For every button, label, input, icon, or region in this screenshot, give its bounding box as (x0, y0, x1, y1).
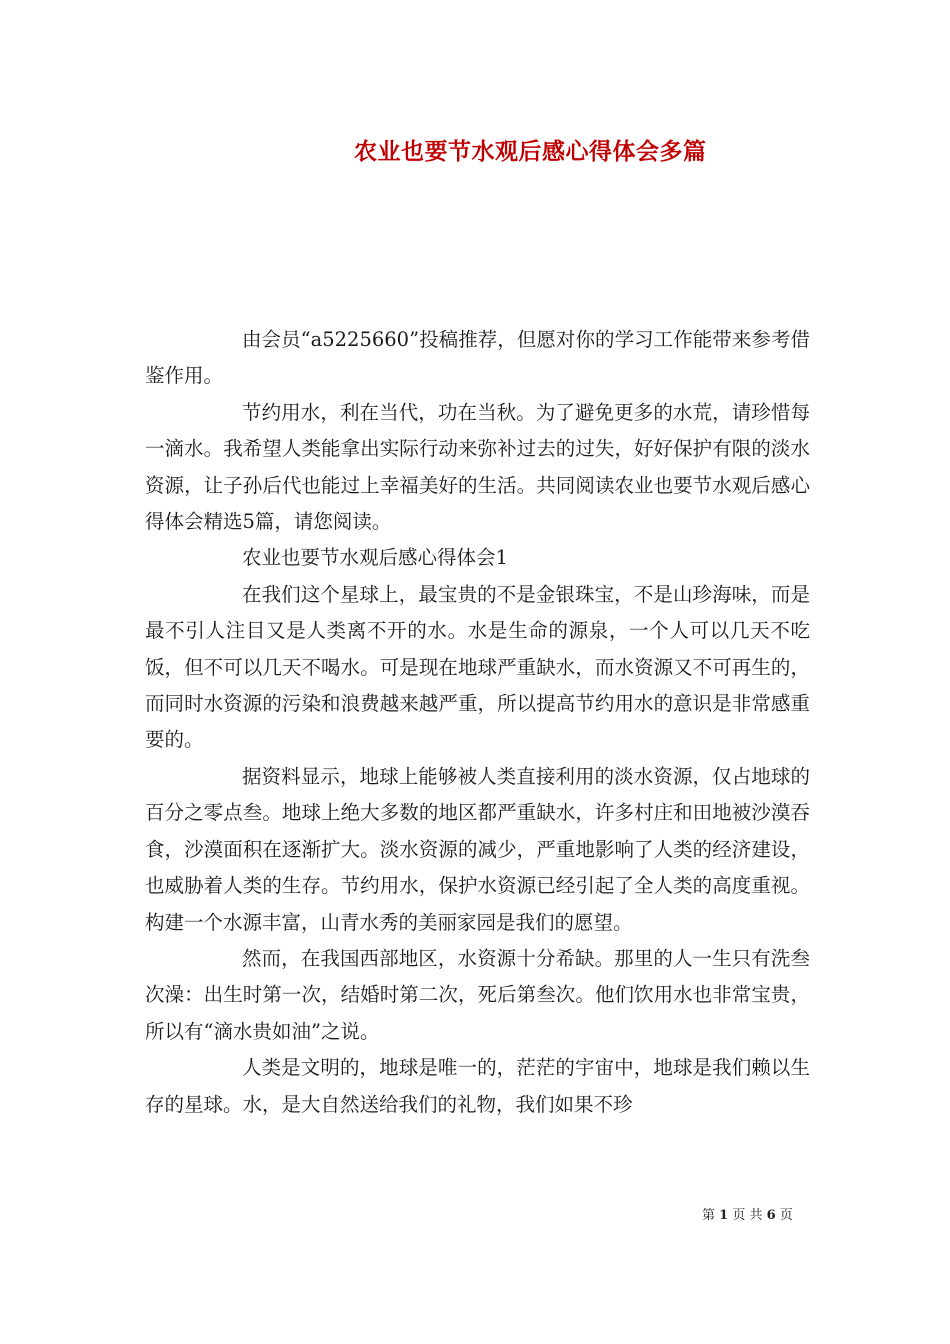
document-body (145, 322, 810, 1123)
footer-suffix: 页 (779, 1208, 793, 1223)
footer-middle: 页 共 (732, 1208, 763, 1223)
body-paragraph: 在我们这个星球上，最宝贵的不是金银珠宝，不是山珍海味，而是最不引人注目又是人类离不开的水。水是生命的源泉，一个人可以几天不吃饭，但不可以几天不喝水。可是现在地球严重缺水，而水资源又不可再生的，而同时水资源的污染和浪费越来越严重，所以提高节约用水的意识是非常感重要的。 (145, 582, 810, 752)
page-footer (702, 1204, 793, 1223)
footer-prefix: 第 (702, 1208, 716, 1223)
body-paragraph: 然而，在我国西部地区，水资源十分希缺。那里的人一生只有洗叁次澡：出生时第一次，结婚时第二次，死后第叁次。他们饮用水也非常宝贵，所以有“滴水贵如油”之说。 (145, 946, 810, 1043)
document-title: 农业也要节水观后感心得体会多篇 (354, 138, 707, 165)
total-page-count: 6 (766, 1208, 776, 1223)
body-paragraph: 人类是文明的，地球是唯一的，茫茫的宇宙中，地球是我们赖以生存的星球。水，是大自然送给我们的礼物，我们如果不珍 (145, 1056, 810, 1116)
body-paragraph: 据资料显示，地球上能够被人类直接利用的淡水资源，仅占地球的百分之零点叁。地球上绝大多数的地区都严重缺水，许多村庄和田地被沙漠吞食，沙漠面积在逐渐扩大。淡水资源的减少，严重地影响了人类的经济建设，也威胁着人类的生存。节约用水，保护水资源已经引起了全人类的高度重视。构建一个水源丰富，山青水秀的美丽家园是我们的愿望。 (145, 764, 810, 934)
summary-paragraph: 节约用水，利在当代，功在当秋。为了避免更多的水荒，请珍惜每一滴水。我希望人类能拿出实际行动来弥补过去的过失，好好保护有限的淡水资源，让子孙后代也能过上幸福美好的生活。共同阅读农业也要节水观后感心得体会精选5篇，请您阅读。 (145, 400, 810, 534)
intro-paragraph: 由会员“a5225660”投稿推荐，但愿对你的学习工作能带来参考借鉴作用。 (145, 328, 810, 388)
section-heading: 农业也要节水观后感心得体会1 (242, 546, 508, 570)
current-page-number: 1 (719, 1208, 729, 1223)
